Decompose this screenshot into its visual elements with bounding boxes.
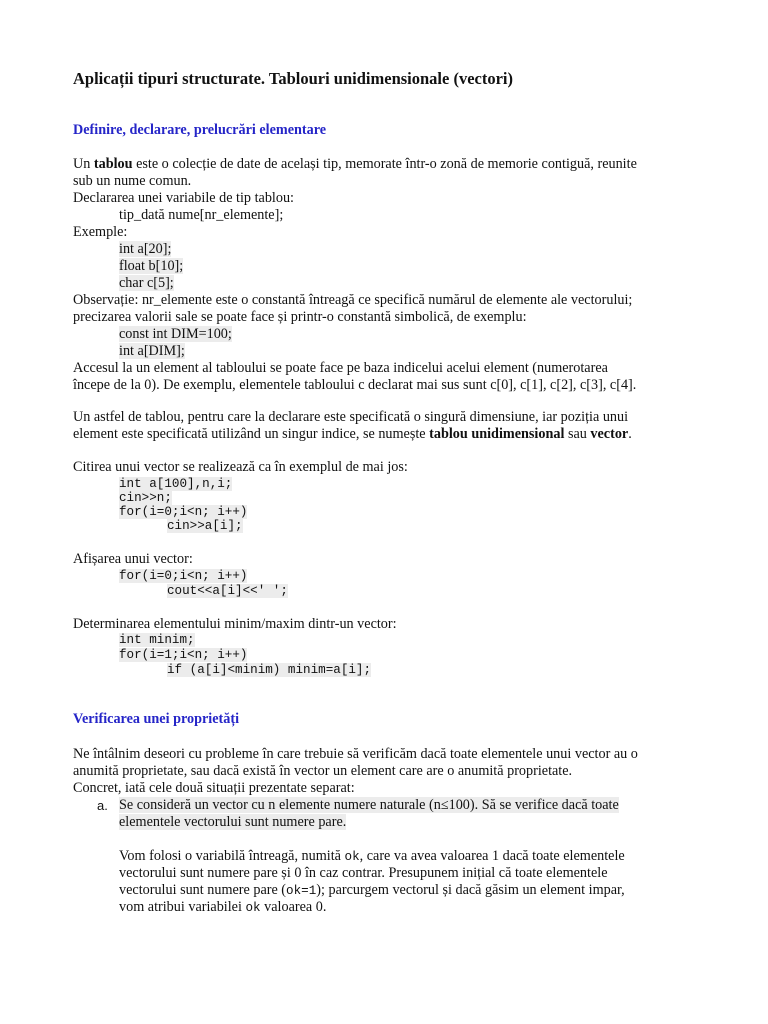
text: , care va avea valoarea 1 dacă toate elementele (359, 848, 625, 864)
document-title: Aplicații tipuri structurate. Tablouri unidimensionale (vectori) (73, 69, 513, 88)
paragraph-line: Citirea unui vector se realizează ca în exemplul de mai jos: (73, 459, 408, 475)
highlighted-code: char c[5]; (119, 275, 174, 291)
text: ); parcurgem vectorul și dacă găsim un element impar, (316, 882, 625, 898)
paragraph-line: Determinarea elementului minim/maxim dintr-un vector: (73, 616, 397, 632)
highlighted-code: for(i=1;i<n; i++) (119, 648, 248, 662)
paragraph-line: Un astfel de tablou, pentru care la declarare este specificată o singură dimensiune, iar poziția unui (73, 409, 629, 425)
code-inline-ok: ok (245, 901, 261, 915)
highlighted-code: int a[20]; (119, 241, 172, 257)
text: Vom folosi o variabilă întreagă, numită (119, 848, 345, 864)
list-marker-a: a. (97, 798, 108, 813)
paragraph-unidimensional (73, 426, 632, 443)
example-line (119, 275, 174, 292)
section-heading-verificare: Verificarea unei proprietăți (73, 711, 240, 727)
bold-term-vector: vector (590, 426, 629, 442)
code-line (167, 662, 371, 679)
example-line (119, 326, 232, 343)
highlighted-text: elementele vectorului sunt numere pare. (119, 814, 347, 830)
examples-label: Exemple: (73, 224, 128, 240)
paragraph-tablou-def (73, 156, 637, 173)
highlighted-code: int a[100],n,i; (119, 477, 233, 491)
text: . (628, 426, 632, 442)
solution-line (119, 848, 625, 866)
text: valoarea 0. (260, 899, 327, 915)
highlighted-code: cin>>n; (119, 491, 172, 505)
section-heading-definire: Definire, declarare, prelucrări elementare (73, 122, 327, 138)
paragraph-line: Ne întâlnim deseori cu probleme în care trebuie să verificăm dacă toate elementele unui vector au o (73, 746, 638, 762)
highlighted-code: cout<<a[i]<<' '; (167, 584, 288, 598)
paragraph-line: anumită proprietate, sau dacă există în vector un element care are o anumită proprietate. (73, 763, 573, 779)
solution-line: vectorului sunt numere pare și 0 în caz contrar. Presupunem inițial că toate elementele (119, 865, 608, 881)
highlighted-code: if (a[i]<minim) minim=a[i]; (167, 663, 372, 677)
text: este o colecție de date de același tip, memorate într-o zonă de memorie contiguă, reunite (132, 156, 637, 172)
solution-line (119, 899, 326, 917)
code-inline-ok1: ok=1 (286, 884, 317, 898)
text: Un (73, 156, 94, 172)
highlighted-code: int a[DIM]; (119, 343, 185, 359)
paragraph-line: Declararea unei variabile de tip tablou: (73, 190, 294, 206)
text: element este specificată utilizând un singur indice, se numește (73, 426, 430, 442)
highlighted-code: cin>>a[i]; (167, 519, 243, 533)
solution-line (119, 882, 625, 900)
code-line (167, 518, 243, 535)
paragraph-line: sub un nume comun. (73, 173, 192, 189)
paragraph-line: Afișarea unui vector: (73, 551, 193, 567)
highlighted-code: for(i=0;i<n; i++) (119, 505, 248, 519)
paragraph-line: Concret, iată cele două situații prezentate separat: (73, 780, 355, 796)
code-line (167, 583, 288, 600)
text: sau (564, 426, 591, 442)
paragraph-line: începe de la 0). De exemplu, elementele tabloului c declarat mai sus sunt c[0], c[1], c[2], c[3], c[4]. (73, 377, 637, 393)
example-line (119, 241, 171, 258)
highlighted-code: int minim; (119, 633, 195, 647)
code-syntax: tip_dată nume[nr_elemente]; (119, 207, 284, 223)
paragraph-line: precizarea valorii sale se poate face și printr-o constantă simbolică, de exemplu: (73, 309, 527, 325)
highlighted-code: float b[10]; (119, 258, 184, 274)
list-item-a (119, 797, 619, 814)
highlighted-code: const int DIM=100; (119, 326, 232, 342)
text: vom atribui variabilei (119, 899, 246, 915)
paragraph-line: Accesul la un element al tabloului se poate face pe baza indicelui acelui element (numerotarea (73, 360, 608, 376)
example-line (119, 258, 183, 275)
highlighted-text: Se consideră un vector cu n elemente numere naturale (n≤100). Să se verifice dacă toate (119, 797, 619, 813)
example-line (119, 343, 185, 360)
bold-term-tablou: tablou (93, 156, 133, 172)
list-item-a-line2 (119, 814, 346, 831)
text: vectorului sunt numere pare ( (119, 882, 287, 898)
bold-term-tablou-unidimensional: tablou unidimensional (429, 426, 565, 442)
paragraph-line: Observație: nr_elemente este o constantă întreagă ce specifică numărul de elemente ale vectorului; (73, 292, 633, 308)
highlighted-code: for(i=0;i<n; i++) (119, 569, 248, 583)
code-inline-ok: ok (344, 850, 360, 864)
